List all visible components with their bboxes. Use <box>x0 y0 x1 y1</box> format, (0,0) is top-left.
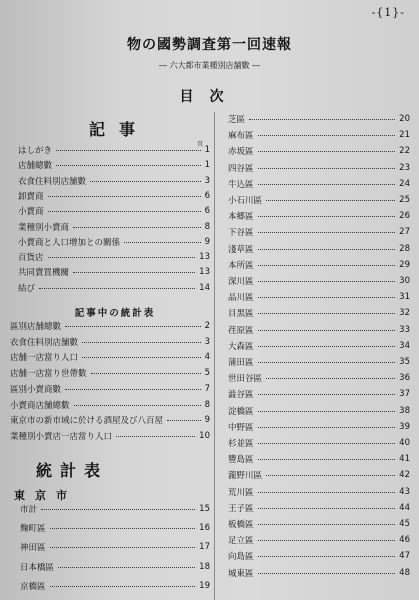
leader-dots <box>74 404 201 406</box>
toc-entry <box>228 145 410 157</box>
toc-entry <box>18 159 210 171</box>
toc-entry-page: 41 <box>399 454 410 465</box>
leader-dots <box>82 341 201 343</box>
leader-dots <box>258 345 396 347</box>
toc-entry-label: 目黑區 <box>228 309 254 320</box>
toc-entry-label: 業種別小賣店一店當り人口 <box>10 431 113 442</box>
leader-dots <box>56 149 201 151</box>
page-number: -{1}- <box>371 6 405 19</box>
toc-entry-page: 21 <box>399 130 410 141</box>
leader-dots <box>258 150 396 152</box>
leader-dots <box>90 180 201 182</box>
toc-entry-label: 赤坂區 <box>228 147 254 158</box>
toc-entry-label: 豐島區 <box>228 455 254 466</box>
toc-entry-label: 共同賣買機關 <box>18 268 70 279</box>
toc-entry-page: 43 <box>399 486 410 497</box>
document-title: 物の國勢調査第一回速報 <box>127 37 292 53</box>
leader-dots <box>258 329 396 331</box>
leader-dots <box>48 256 196 258</box>
toc-entry-page: 30 <box>399 276 410 286</box>
toc-entry-label: 結び <box>18 283 36 294</box>
toc-entry <box>10 351 210 363</box>
leader-dots <box>50 585 196 587</box>
toc-entry <box>228 259 410 271</box>
toc-entry-label: はしがき <box>18 146 53 156</box>
toc-entry <box>10 320 210 332</box>
toc-entry-label: 百貨店 <box>18 253 44 264</box>
leader-dots <box>48 195 201 197</box>
toc-entry-page: 48 <box>399 567 410 578</box>
leader-dots <box>258 167 396 169</box>
document-subtitle: ― 六大都市業種別店舗數 ― <box>158 61 261 70</box>
toc-entry-page: 8 <box>204 399 210 410</box>
toc-entry-label: 本所區 <box>228 260 254 271</box>
leader-dots <box>124 241 201 243</box>
toc-entry <box>228 194 410 206</box>
toc-entry-page: 40 <box>399 438 410 448</box>
toc-entry <box>20 541 210 553</box>
toc-entry-page: 1 <box>204 145 210 155</box>
section-heading-stats-in-article: 記事中の統計表 <box>74 308 156 319</box>
toc-entry-page: 38 <box>399 405 410 416</box>
toc-entry-label: 店舗總數 <box>18 161 53 172</box>
toc-entry <box>228 469 410 481</box>
toc-entry-label: 荏原區 <box>228 325 254 336</box>
toc-entry-page: 36 <box>399 373 410 384</box>
toc-entry-label: 京橋區 <box>20 581 46 592</box>
leader-dots <box>258 134 396 136</box>
toc-entry-label: 卸賣商 <box>18 191 44 202</box>
toc-entry-label: 蒲田區 <box>228 358 254 368</box>
toc-entry-page: 35 <box>399 357 410 367</box>
toc-entry-page: 28 <box>399 243 410 254</box>
toc-entry <box>228 324 410 336</box>
toc-entry-label: 店舗一店當り人口 <box>10 353 79 364</box>
leader-dots <box>258 183 396 185</box>
toc-entry-page: 29 <box>399 259 410 270</box>
toc-entry-page: 27 <box>399 227 410 238</box>
toc-entry <box>18 205 210 217</box>
leader-dots <box>266 377 395 379</box>
leader-dots <box>65 388 201 390</box>
toc-entry-label: 向島區 <box>228 552 254 563</box>
toc-entry-label: 澁谷區 <box>228 390 254 401</box>
toc-entry <box>228 243 410 255</box>
toc-entry-label: 衣食住料別店舗數 <box>10 337 79 348</box>
toc-entry-page: 9 <box>204 236 210 247</box>
toc-entry <box>228 534 410 546</box>
toc-entry-label: 衣食住料別店舗數 <box>18 176 87 187</box>
leader-dots <box>258 248 396 250</box>
toc-entry-page: 10 <box>199 430 210 441</box>
toc-entry <box>228 372 410 384</box>
leader-dots <box>73 271 195 273</box>
toc-entry <box>10 430 210 442</box>
section-heading-stats: 統計表 <box>36 461 109 480</box>
leader-dots <box>258 442 396 444</box>
toc-entry-page: 4 <box>204 352 210 363</box>
leader-dots <box>258 410 396 412</box>
toc-entry-label: 荒川區 <box>228 487 254 498</box>
leader-dots <box>249 118 395 120</box>
leader-dots <box>39 287 195 289</box>
toc-entry <box>228 567 410 579</box>
toc-entry-label: 市計 <box>20 505 38 515</box>
leader-dots <box>258 361 396 363</box>
leader-dots <box>258 523 396 525</box>
toc-entry-label: 區別小賣商數 <box>10 384 62 395</box>
leader-dots <box>258 264 396 266</box>
toc-entry-label: 下谷區 <box>228 228 254 239</box>
column-divider <box>214 112 215 600</box>
toc-entry-page: 47 <box>399 551 410 562</box>
toc-entry-page: 22 <box>399 146 410 157</box>
toc-entry-page: 31 <box>399 292 410 303</box>
page-column-label: 頁 <box>197 141 204 148</box>
leader-dots <box>41 508 195 510</box>
leader-dots <box>258 312 396 314</box>
leader-dots <box>58 566 195 568</box>
toc-entry-page: 32 <box>399 308 410 319</box>
toc-entry <box>20 503 210 515</box>
toc-entry-label: 神田區 <box>20 543 46 554</box>
toc-entry-label: 小賣商 <box>18 207 44 218</box>
toc-entry-page: 15 <box>199 504 210 514</box>
toc-entry-label: 業種別小賣商 <box>18 222 70 233</box>
toc-entry-page: 44 <box>399 502 410 513</box>
toc-entry <box>228 210 410 222</box>
toc-entry <box>228 291 410 303</box>
toc-entry <box>228 162 410 174</box>
leader-dots <box>258 296 396 298</box>
toc-entry <box>228 307 410 319</box>
toc-entry-page: 14 <box>199 282 210 293</box>
toc-entry <box>18 190 210 202</box>
toc-entry-label: 芝區 <box>228 115 246 125</box>
toc-entry <box>228 421 410 433</box>
toc-entry <box>228 388 410 400</box>
toc-entry-page: 39 <box>399 421 410 432</box>
toc-entry <box>18 266 210 278</box>
toc-entry-page: 20 <box>399 114 410 124</box>
toc-entry-label: 深川區 <box>228 277 254 287</box>
leader-dots <box>167 419 201 421</box>
toc-entry-page: 8 <box>204 221 210 232</box>
toc-entry-page: 3 <box>204 175 210 186</box>
toc-entry <box>228 502 410 514</box>
toc-entry-label: 區別店舗總數 <box>10 322 62 332</box>
toc-entry <box>18 221 210 233</box>
toc-entry-label: 麴町區 <box>20 524 46 535</box>
toc-entry-page: 2 <box>204 321 210 331</box>
toc-entry-page: 42 <box>399 470 410 481</box>
toc-entry-label: 世田谷區 <box>228 374 263 385</box>
toc-entry-page: 16 <box>199 523 210 534</box>
leader-dots <box>258 393 396 395</box>
toc-entry-label: 杉並區 <box>228 439 254 449</box>
toc-entry-label: 小賣商店舗總數 <box>10 400 70 411</box>
leader-dots <box>258 280 396 282</box>
toc-entry-label: 足立區 <box>228 536 254 547</box>
toc-entry-label: 品川區 <box>228 293 254 304</box>
toc-entry <box>228 340 410 352</box>
toc-entry-label: 大森區 <box>228 341 254 352</box>
leader-dots <box>116 435 195 437</box>
leader-dots <box>82 356 201 358</box>
leader-dots <box>50 527 196 529</box>
leader-dots <box>258 215 396 217</box>
toc-entry-page: 1 <box>204 160 210 171</box>
toc-entry-label: 日本橋區 <box>20 562 55 573</box>
toc-entry <box>228 437 410 449</box>
toc-entry <box>18 144 210 156</box>
toc-entry-page: 24 <box>399 178 410 189</box>
toc-entry-page: 18 <box>199 561 210 572</box>
toc-entry-page: 6 <box>204 206 210 217</box>
toc-entry-label: 麻布區 <box>228 131 254 142</box>
toc-entry <box>18 251 210 263</box>
toc-entry-page: 23 <box>399 162 410 173</box>
toc-entry-label: 淺草區 <box>228 244 254 255</box>
toc-entry-label: 淀橋區 <box>228 406 254 417</box>
toc-entry <box>228 113 410 125</box>
leader-dots <box>258 426 396 428</box>
toc-entry <box>228 550 410 562</box>
leader-dots <box>48 210 201 212</box>
toc-entry-page: 34 <box>399 340 410 351</box>
leader-dots <box>258 555 396 557</box>
toc-entry-page: 5 <box>204 368 210 379</box>
toc-entry <box>10 336 210 348</box>
leader-dots <box>266 199 395 201</box>
leader-dots <box>258 572 396 574</box>
toc-entry-label: 四谷區 <box>228 163 254 174</box>
toc-entry <box>228 178 410 190</box>
toc-entry-page: 13 <box>199 267 210 278</box>
leader-dots <box>266 474 395 476</box>
toc-entry <box>18 282 210 294</box>
toc-entry-page: 17 <box>199 542 210 553</box>
toc-entry-page: 37 <box>399 389 410 400</box>
toc-entry-label: 牛込區 <box>228 179 254 190</box>
toc-entry-label: 王子區 <box>228 503 254 514</box>
toc-entry-label: 中野區 <box>228 422 254 433</box>
leader-dots <box>56 164 201 166</box>
toc-entry <box>228 129 410 141</box>
leader-dots <box>50 546 196 548</box>
toc-entry-label: 店舗一店當り世帶數 <box>10 369 87 380</box>
toc-entry <box>10 367 210 379</box>
toc-entry <box>228 275 410 287</box>
toc-entry-page: 25 <box>399 195 410 205</box>
leader-dots <box>65 325 201 327</box>
leader-dots <box>73 226 201 228</box>
toc-entry-label: 東京市の新市域に於ける酒屋及び八百屋 <box>10 416 164 427</box>
toc-entry-page: 13 <box>199 252 210 263</box>
toc-entry-page: 26 <box>399 211 410 222</box>
toc-entry <box>228 486 410 498</box>
toc-entry <box>10 383 210 395</box>
toc-entry-page: 46 <box>399 535 410 546</box>
toc-entry-label: 小石川區 <box>228 196 263 206</box>
leader-dots <box>258 507 396 509</box>
toc-entry <box>228 518 410 530</box>
toc-entry <box>10 399 210 411</box>
toc-entry-page: 9 <box>204 415 210 426</box>
toc-entry-page: 3 <box>204 336 210 347</box>
toc-heading: 目次 <box>179 89 240 105</box>
toc-entry <box>10 414 210 426</box>
toc-entry <box>20 561 210 573</box>
toc-entry-page: 7 <box>204 383 210 394</box>
toc-entry-label: 小賣商と人口增加との關係 <box>18 237 121 248</box>
leader-dots <box>258 458 396 460</box>
tokyo-heading: 東京市 <box>14 489 77 502</box>
toc-entry-label: 城東區 <box>228 568 254 579</box>
toc-entry <box>20 522 210 534</box>
leader-dots <box>258 231 396 233</box>
section-heading-article: 記事 <box>88 120 149 139</box>
toc-entry-page: 6 <box>204 190 210 201</box>
leader-dots <box>258 491 396 493</box>
toc-entry <box>228 226 410 238</box>
toc-entry-page: 19 <box>199 580 210 591</box>
toc-entry <box>18 236 210 248</box>
leader-dots <box>91 372 201 374</box>
toc-entry <box>20 580 210 592</box>
toc-entry <box>228 356 410 368</box>
toc-entry-page: 33 <box>399 324 410 335</box>
toc-entry-label: 瀧野川區 <box>228 471 263 482</box>
toc-entry <box>228 453 410 465</box>
toc-entry-label: 本郷區 <box>228 212 254 223</box>
toc-entry <box>18 175 210 187</box>
toc-entry-page: 45 <box>399 519 410 529</box>
toc-entry <box>228 405 410 417</box>
toc-entry-label: 板橋區 <box>228 520 254 530</box>
leader-dots <box>258 539 396 541</box>
